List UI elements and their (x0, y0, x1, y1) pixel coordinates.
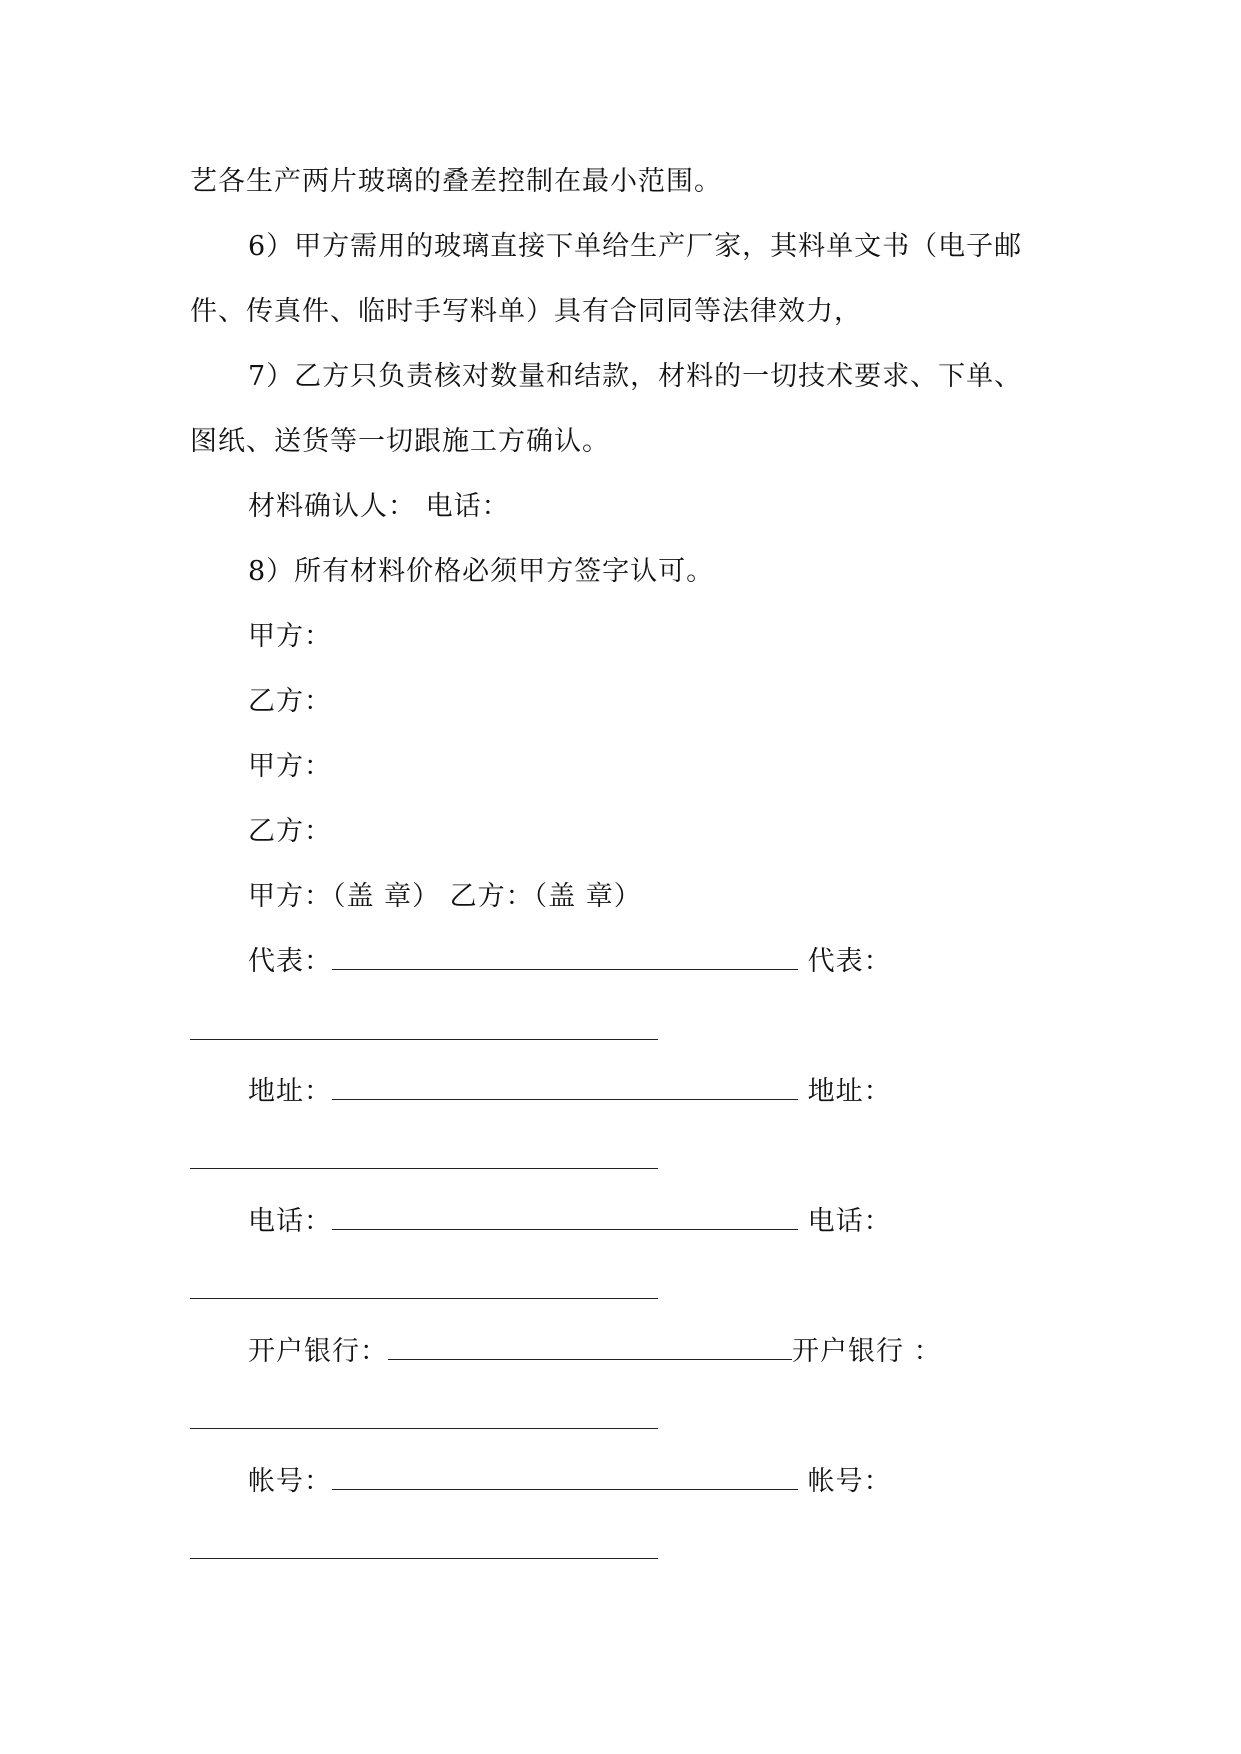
address-right-blank[interactable] (190, 1168, 658, 1169)
bank-right-label: 开户银行 ： (792, 1336, 942, 1367)
address-left-blank[interactable] (332, 1075, 798, 1100)
bank-left-blank[interactable] (388, 1335, 792, 1360)
account-right-label: 帐号： (807, 1466, 892, 1497)
representative-right-blank[interactable] (190, 1039, 658, 1040)
phone-right-label: 电话： (807, 1206, 892, 1237)
phone-left-label: 电话： (248, 1206, 332, 1237)
clause-7-line-2: 图纸、送货等一切跟施工方确认。 (190, 426, 610, 457)
representative-right-label: 代表： (807, 946, 892, 977)
paragraph-continuation: 艺各生产两片玻璃的叠差控制在最小范围。 (190, 166, 722, 197)
account-left-label: 帐号： (248, 1466, 332, 1497)
seal-line: 甲方：（盖 章） 乙方：（盖 章） (248, 881, 642, 912)
representative-left-label: 代表： (248, 946, 332, 977)
phone-left-blank[interactable] (332, 1205, 798, 1230)
account-left-blank[interactable] (332, 1465, 798, 1490)
party-a-label-1: 甲方： (248, 621, 332, 652)
party-b-label-2: 乙方： (248, 816, 332, 847)
party-b-label-1: 乙方： (248, 686, 332, 717)
clause-6-line-2: 件、传真件、临时手写料单）具有合同同等法律效力， (190, 296, 862, 327)
sign-field-phone (248, 1204, 892, 1240)
address-right-label: 地址： (807, 1076, 892, 1107)
address-left-label: 地址： (248, 1076, 332, 1107)
bank-right-blank[interactable] (190, 1428, 658, 1429)
clause-7-line-1: 7）乙方只负责核对数量和结款，材料的一切技术要求、下单、 (248, 361, 1023, 392)
party-a-label-2: 甲方： (248, 751, 332, 782)
account-right-blank[interactable] (190, 1558, 658, 1559)
bank-left-label: 开户银行： (248, 1336, 388, 1367)
clause-8: 8）所有材料价格必须甲方签字认可。 (248, 556, 715, 587)
sign-field-address (248, 1074, 892, 1110)
sign-field-representative (248, 944, 892, 980)
material-confirmer-line: 材料确认人： 电话： (248, 491, 510, 522)
representative-left-blank[interactable] (332, 945, 798, 970)
sign-field-account (248, 1464, 892, 1500)
sign-field-bank (248, 1334, 942, 1370)
phone-right-blank[interactable] (190, 1298, 658, 1299)
clause-6-line-1: 6）甲方需用的玻璃直接下单给生产厂家，其料单文书（电子邮 (248, 231, 1023, 262)
